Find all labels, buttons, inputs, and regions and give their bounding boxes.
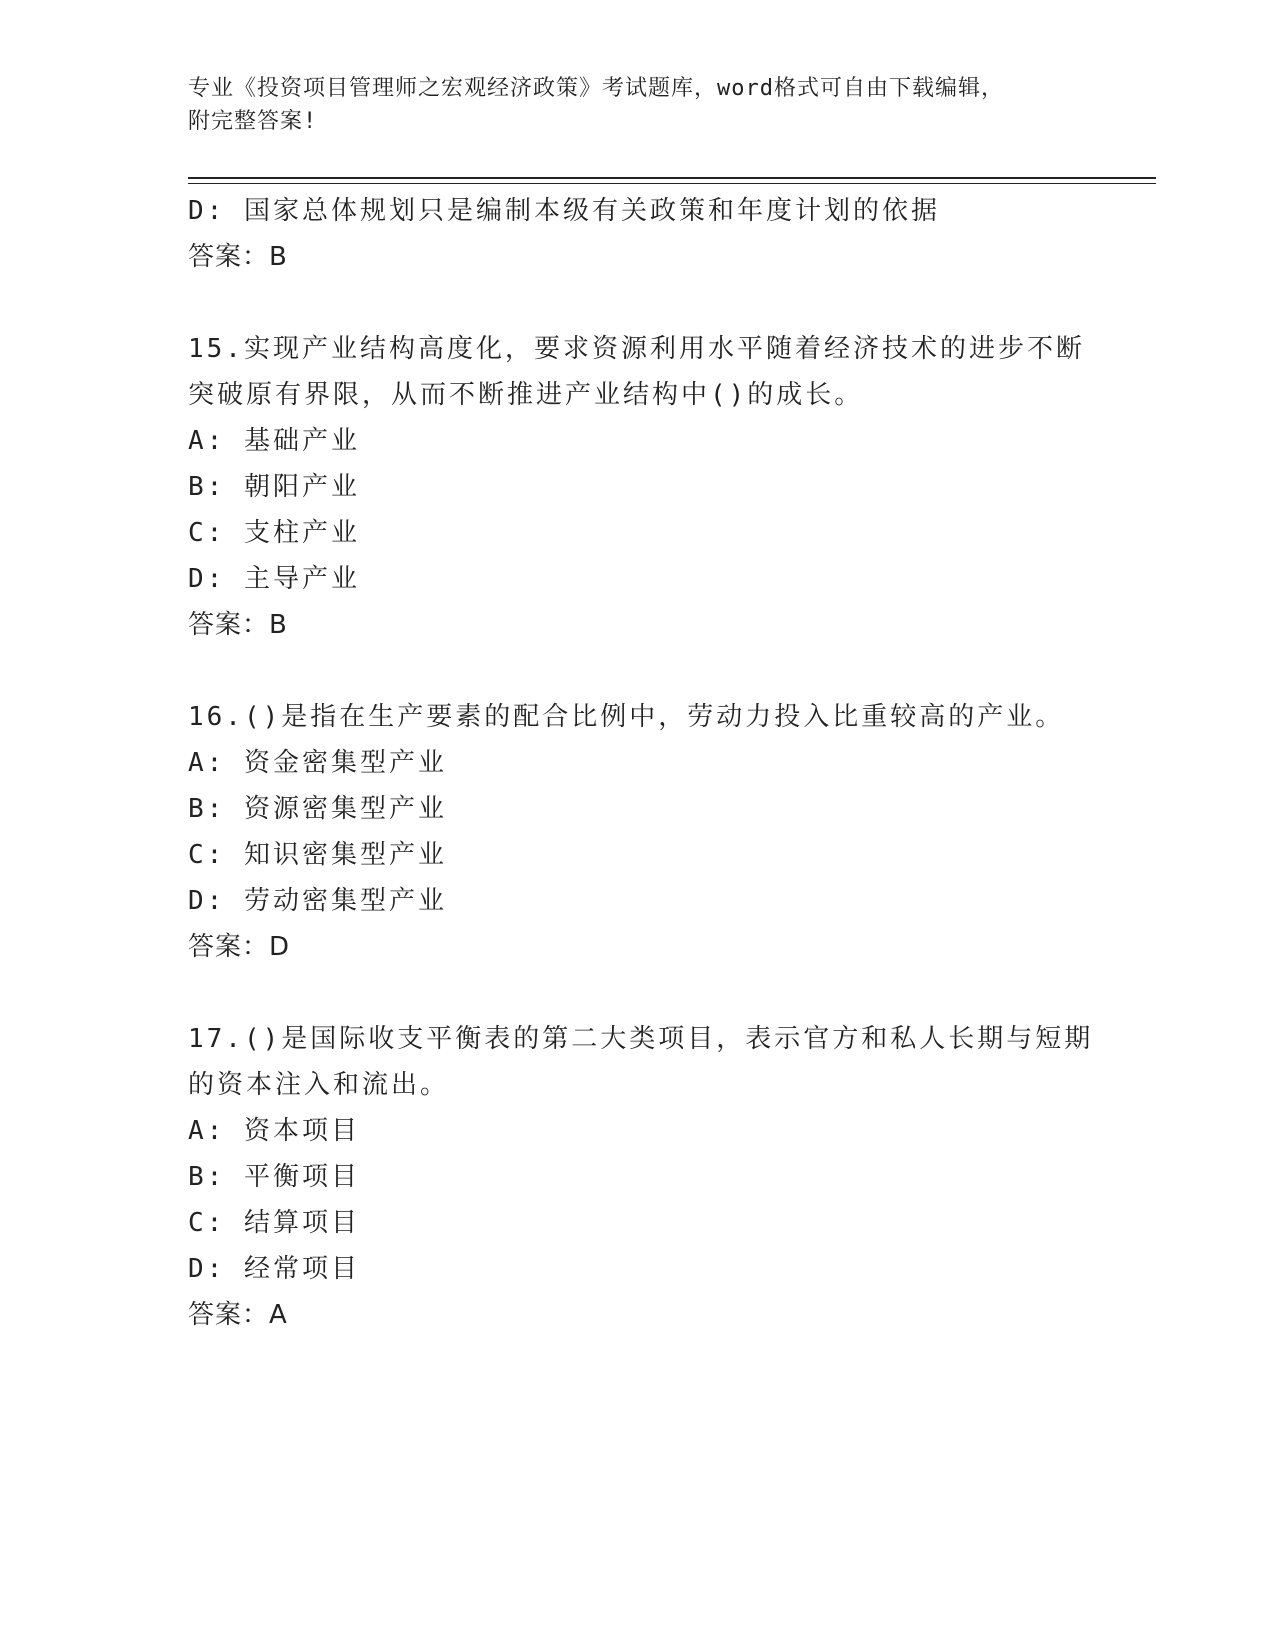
option-d: D: 劳动密集型产业 xyxy=(188,886,447,916)
header-divider-thick xyxy=(188,177,1156,179)
answer: 答案：B xyxy=(188,610,288,640)
option-c: C: 支柱产业 xyxy=(188,518,360,548)
question-stem: 突破原有界限，从而不断推进产业结构中()的成长。 xyxy=(188,380,864,410)
question-stem: 17.()是国际收支平衡表的第二大类项目，表示官方和私人长期与短期 xyxy=(188,1024,1094,1054)
question-stem: 16.()是指在生产要素的配合比例中，劳动力投入比重较高的产业。 xyxy=(188,702,1065,732)
question-16 xyxy=(188,694,1088,970)
option-a: A: 资金密集型产业 xyxy=(188,748,447,778)
spacer xyxy=(188,970,1088,1016)
option-a: A: 资本项目 xyxy=(188,1116,360,1146)
option-c: C: 结算项目 xyxy=(188,1208,360,1238)
answer: 答案：D xyxy=(188,932,291,962)
option-b: B: 朝阳产业 xyxy=(188,472,360,502)
document-header xyxy=(188,72,1088,138)
answer: 答案：B xyxy=(188,242,288,272)
option-a: A: 基础产业 xyxy=(188,426,360,456)
header-divider-thin xyxy=(188,183,1156,184)
option-c: C: 知识密集型产业 xyxy=(188,840,447,870)
question-17 xyxy=(188,1016,1094,1338)
question-15 xyxy=(188,326,1088,648)
option-d: D: 主导产业 xyxy=(188,564,360,594)
spacer xyxy=(188,280,1088,326)
option-d: D: 国家总体规划只是编制本级有关政策和年度计划的依据 xyxy=(188,196,940,226)
spacer xyxy=(188,648,1088,694)
option-d: D: 经常项目 xyxy=(188,1254,360,1284)
question-content xyxy=(188,188,1094,1338)
header-line-2: 附完整答案! xyxy=(188,109,318,134)
question-stem: 15.实现产业结构高度化，要求资源利用水平随着经济技术的进步不断 xyxy=(188,334,1085,364)
answer: 答案：A xyxy=(188,1300,288,1330)
option-b: B: 资源密集型产业 xyxy=(188,794,447,824)
question-14-tail xyxy=(188,188,1088,280)
question-stem: 的资本注入和流出。 xyxy=(188,1070,450,1100)
option-b: B: 平衡项目 xyxy=(188,1162,360,1192)
header-line-1: 专业《投资项目管理师之宏观经济政策》考试题库，word格式可自由下载编辑， xyxy=(188,76,1004,101)
